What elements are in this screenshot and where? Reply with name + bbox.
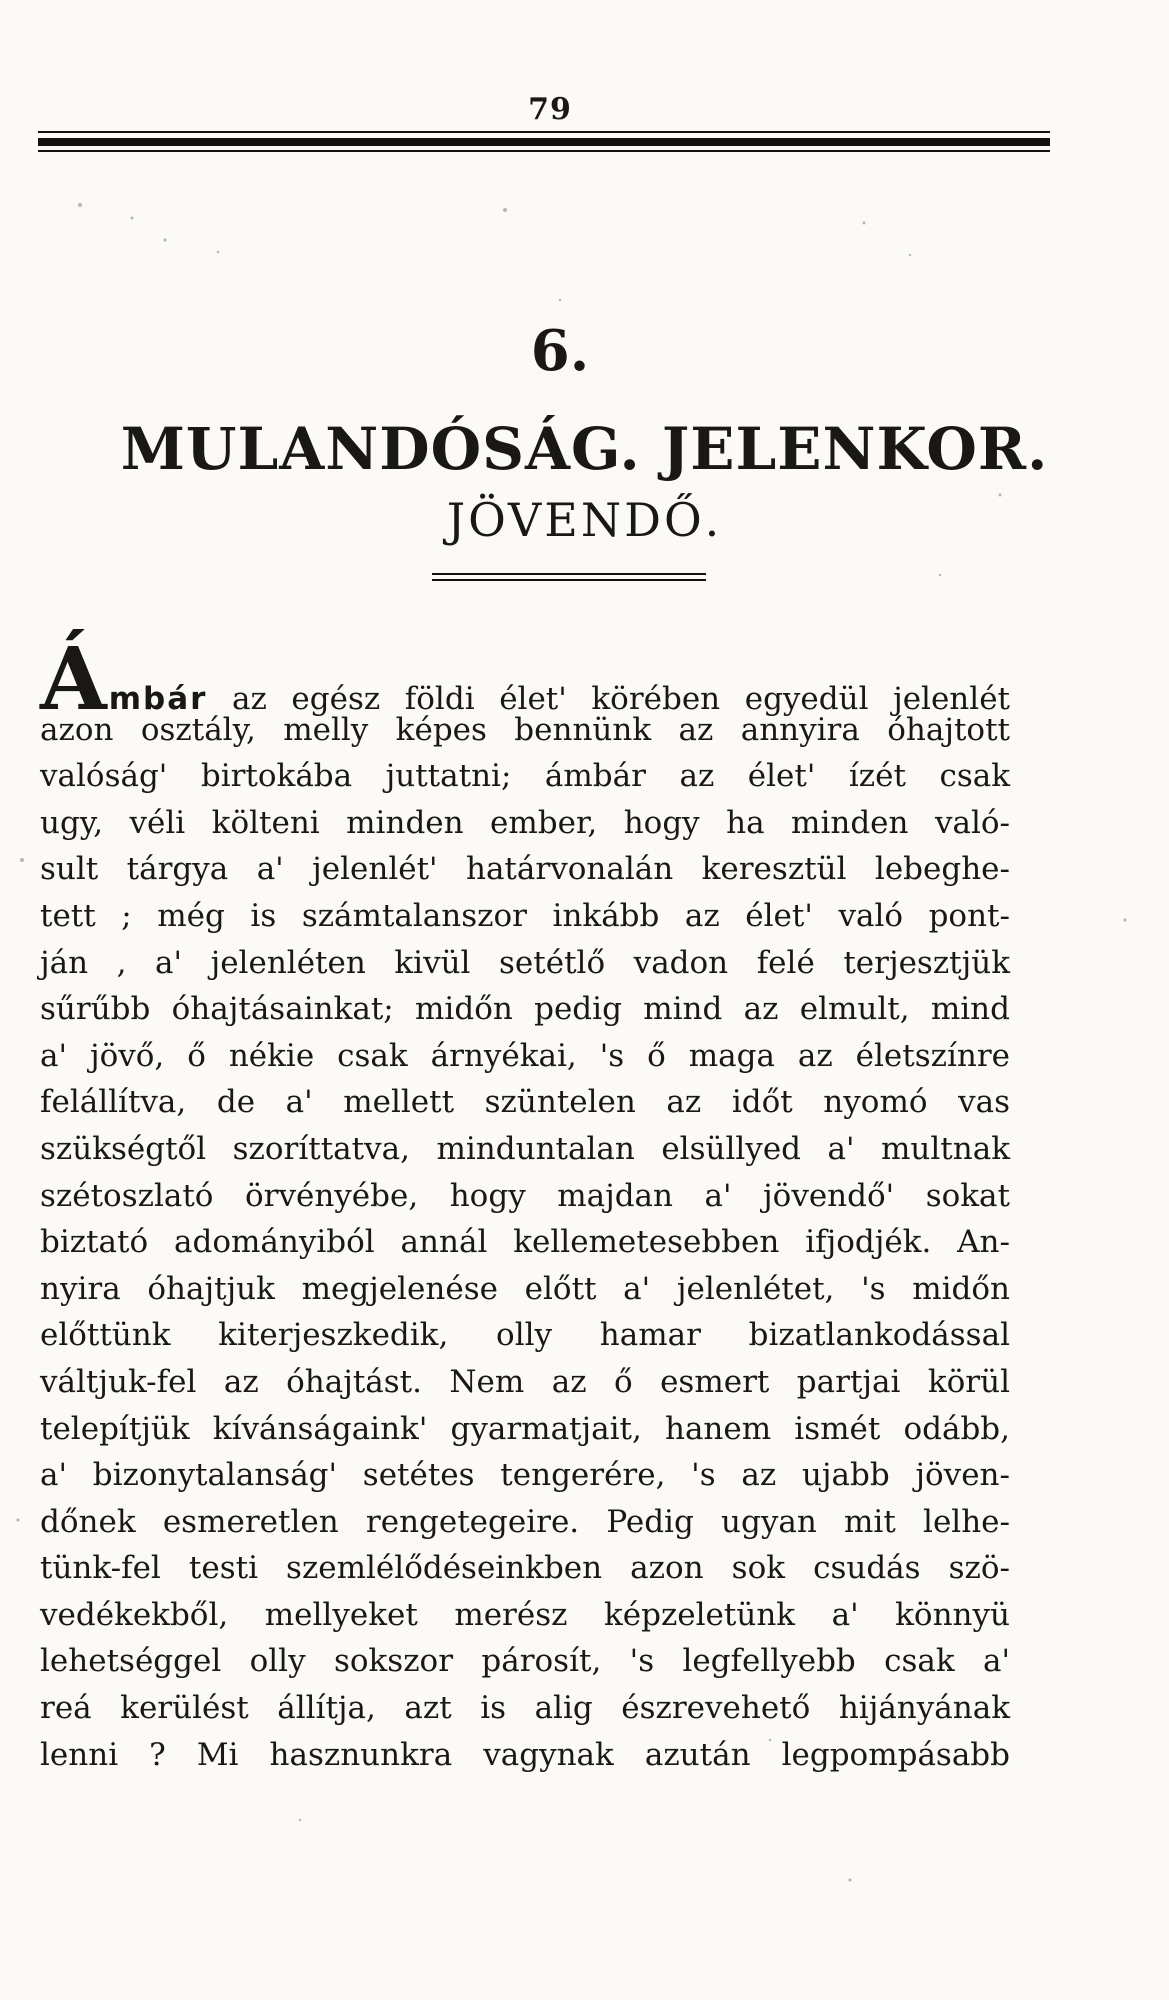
body-paragraph — [40, 629, 1010, 1778]
chapter-title: MULANDÓSÁG. JELENKOR. — [120, 415, 1049, 483]
header-rule-thick — [38, 138, 1050, 146]
text-line: sult tárgya a' jelenlét' határvonalán keresztül lebeghe- — [40, 851, 1010, 888]
text-line: szükségtől szoríttatva, minduntalan elsüllyed a' multnak — [40, 1130, 1010, 1167]
text-line: előttünk kiterjeszkedik, olly hamar bizatlankodással — [40, 1317, 1010, 1354]
text-line: felállítva, de a' mellett szüntelen az időt nyomó vas — [40, 1084, 1010, 1121]
header-rule-bottom — [38, 150, 1050, 152]
chapter-number: 6. — [530, 318, 590, 384]
text-line: ján , a' jelenléten kivül setétlő vadon felé terjesztjük — [40, 944, 1010, 981]
text-line: azon osztály, melly képes bennünk az annyira óhajtott — [40, 711, 1010, 748]
chapter-subtitle: JÖVENDŐ. — [446, 493, 723, 547]
text-line: sűrűbb óhajtásainkat; midőn pedig mind az elmult, mind — [40, 991, 1010, 1028]
text-line: a' bizonytalanság' setétes tengerére, 's az ujabb jöven- — [40, 1457, 1010, 1494]
text-line: biztató adományiból annál kellemetesebben ifjodjék. An- — [40, 1224, 1010, 1261]
drop-cap: Á — [40, 629, 107, 730]
text-line: nyira óhajtjuk megjelenése előtt a' jelenlétet, 's midőn — [40, 1270, 1010, 1307]
text-line: reá kerülést állítja, azt is alig észrevehető hijányának — [40, 1690, 1010, 1727]
title-divider-rule-2 — [432, 579, 706, 581]
title-divider-rule — [432, 573, 706, 575]
text-line: tünk-fel testi szemlélődéseinkben azon sok csudás szö- — [40, 1550, 1010, 1587]
text-line-content: az egész földi élet' körében egyedül jelenlét — [232, 681, 1010, 717]
page-number: 79 — [528, 92, 572, 127]
header-rule-top — [38, 131, 1050, 133]
first-word-rest: mbár — [108, 681, 208, 717]
text-line: váltjuk-fel az óhajtást. Nem az ő esmert partjai körül — [40, 1363, 1010, 1400]
text-line: szétoszlató örvényébe, hogy majdan a' jövendő' sokat — [40, 1177, 1010, 1214]
text-line: vedékekből, mellyeket merész képzeletünk a' könnyü — [40, 1596, 1010, 1633]
text-line: tett ; még is számtalanszor inkább az élet' való pont- — [40, 897, 1010, 934]
text-line: valóság' birtokába juttatni; ámbár az élet' ízét csak — [40, 758, 1010, 795]
text-line: ugy, véli költeni minden ember, hogy ha minden való- — [40, 804, 1010, 841]
text-line-last: lenni ? Mi hasznunkra vagynak azután legpompásabb — [40, 1736, 1010, 1773]
text-line: telepítjük kívánságaink' gyarmatjait, hanem ismét odább, — [40, 1410, 1010, 1447]
text-line: dőnek esmeretlen rengetegeire. Pedig ugyan mit lelhe- — [40, 1503, 1010, 1540]
text-line: a' jövő, ő nékie csak árnyékai, 's ő maga az életszínre — [40, 1037, 1010, 1074]
text-line: lehetséggel olly sokszor párosít, 's legfellyebb csak a' — [40, 1643, 1010, 1680]
